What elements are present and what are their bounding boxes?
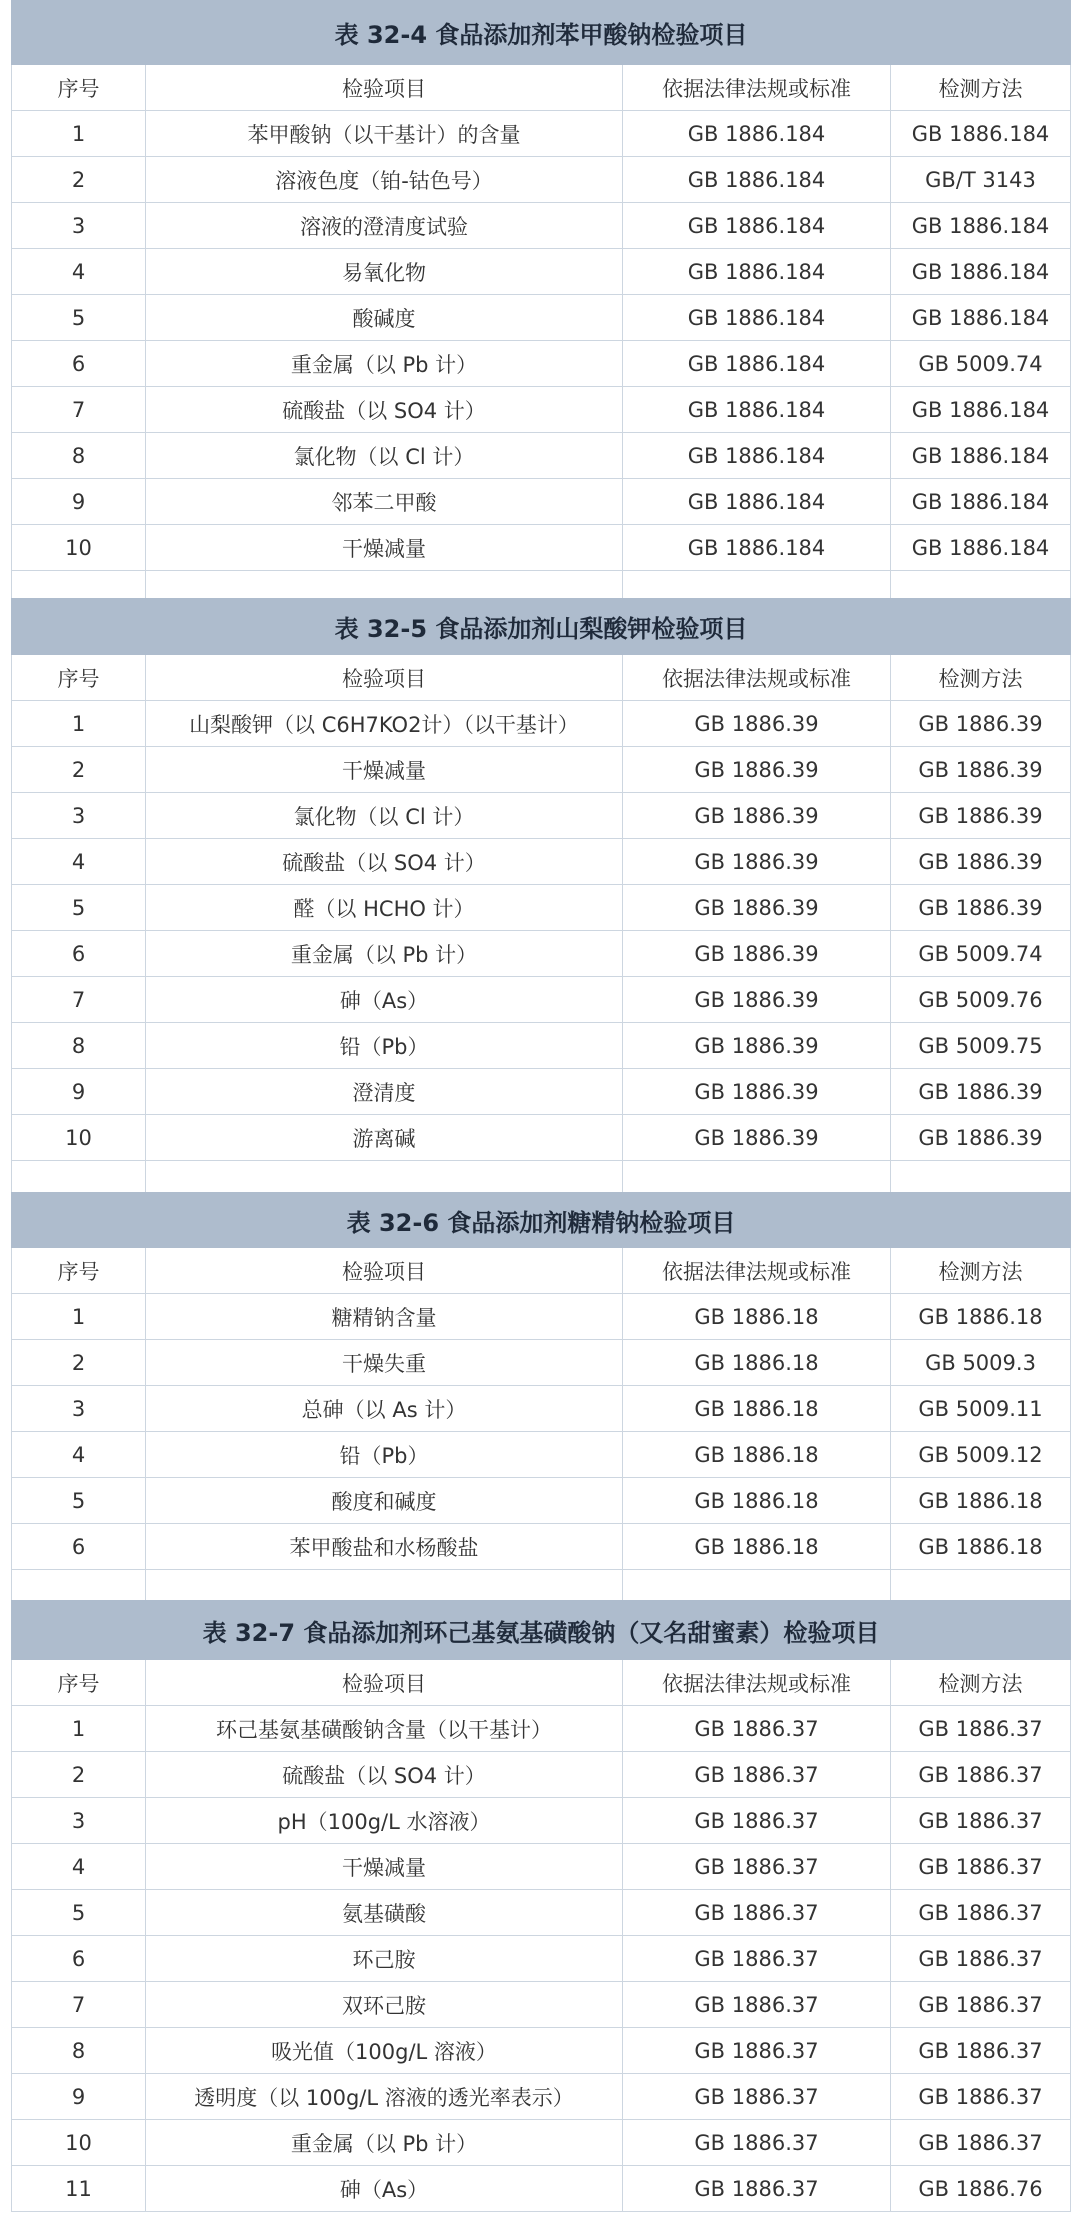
cell-no: 10 [12, 2120, 146, 2166]
cell-method: GB 1886.184 [891, 387, 1071, 433]
table-row [12, 1432, 1071, 1478]
table-row [12, 885, 1071, 931]
cell-standard: GB 1886.39 [623, 1023, 891, 1069]
table-row [12, 1069, 1071, 1115]
cell-standard: GB 1886.37 [623, 1982, 891, 2028]
cell-method: GB 1886.39 [891, 1115, 1071, 1161]
header-cell-no: 序号 [12, 1248, 146, 1294]
header-row [12, 1660, 1071, 1706]
table-row [12, 341, 1071, 387]
cell-no: 4 [12, 1432, 146, 1478]
table-32-6 [11, 1192, 1071, 1601]
table-32-5 [11, 598, 1071, 1193]
cell-item: 砷（As） [146, 2166, 623, 2212]
cell-standard: GB 1886.184 [623, 203, 891, 249]
header-cell-method: 检测方法 [891, 1660, 1071, 1706]
cell-method: GB 1886.184 [891, 249, 1071, 295]
cell-standard: GB 1886.39 [623, 931, 891, 977]
cell-item: 干燥减量 [146, 1844, 623, 1890]
cell-item: 醛（以 HCHO 计） [146, 885, 623, 931]
header-row [12, 1248, 1071, 1294]
cell-item: pH（100g/L 水溶液） [146, 1798, 623, 1844]
cell-no: 5 [12, 1890, 146, 1936]
cell-standard: GB 1886.39 [623, 747, 891, 793]
header-cell-method: 检测方法 [891, 655, 1071, 701]
cell-item: 铅（Pb） [146, 1023, 623, 1069]
header-cell-standard: 依据法律法规或标准 [623, 65, 891, 111]
cell-standard: GB 1886.184 [623, 341, 891, 387]
cell-standard: GB 1886.184 [623, 249, 891, 295]
header-cell-item: 检验项目 [146, 655, 623, 701]
cell-item: 苯甲酸盐和水杨酸盐 [146, 1524, 623, 1570]
cell-method: GB 1886.39 [891, 839, 1071, 885]
cell-method: GB 1886.37 [891, 2120, 1071, 2166]
cell-no: 4 [12, 1844, 146, 1890]
cell-no: 9 [12, 2074, 146, 2120]
cell-item: 砷（As） [146, 977, 623, 1023]
cell-method: GB 5009.12 [891, 1432, 1071, 1478]
table-title-row [12, 599, 1071, 655]
empty-cell [891, 1570, 1071, 1601]
cell-no: 8 [12, 2028, 146, 2074]
header-cell-standard: 依据法律法规或标准 [623, 1660, 891, 1706]
table-row [12, 1982, 1071, 2028]
header-row [12, 65, 1071, 111]
cell-method: GB/T 3143 [891, 157, 1071, 203]
cell-no: 1 [12, 701, 146, 747]
table-row [12, 157, 1071, 203]
table-title: 表 32-4 食品添加剂苯甲酸钠检验项目 [12, 1, 1071, 65]
cell-method: GB 1886.39 [891, 1069, 1071, 1115]
empty-cell [623, 1161, 891, 1193]
cell-item: 环己基氨基磺酸钠含量（以干基计） [146, 1706, 623, 1752]
cell-standard: GB 1886.37 [623, 2166, 891, 2212]
table-title-row [12, 1193, 1071, 1248]
header-cell-standard: 依据法律法规或标准 [623, 655, 891, 701]
empty-cell [891, 1161, 1071, 1193]
cell-standard: GB 1886.184 [623, 525, 891, 571]
cell-method: GB 5009.11 [891, 1386, 1071, 1432]
cell-no: 8 [12, 433, 146, 479]
cell-item: 干燥失重 [146, 1340, 623, 1386]
cell-standard: GB 1886.184 [623, 479, 891, 525]
cell-standard: GB 1886.184 [623, 111, 891, 157]
cell-standard: GB 1886.37 [623, 1798, 891, 1844]
cell-no: 4 [12, 249, 146, 295]
cell-no: 5 [12, 1478, 146, 1524]
cell-method: GB 1886.76 [891, 2166, 1071, 2212]
cell-method: GB 1886.184 [891, 203, 1071, 249]
cell-no: 10 [12, 525, 146, 571]
cell-item: 易氧化物 [146, 249, 623, 295]
cell-no: 1 [12, 1294, 146, 1340]
cell-standard: GB 1886.37 [623, 2074, 891, 2120]
table-row [12, 2120, 1071, 2166]
cell-standard: GB 1886.18 [623, 1478, 891, 1524]
cell-standard: GB 1886.184 [623, 387, 891, 433]
cell-item: 酸碱度 [146, 295, 623, 341]
cell-item: 透明度（以 100g/L 溶液的透光率表示） [146, 2074, 623, 2120]
cell-method: GB 1886.37 [891, 1752, 1071, 1798]
cell-no: 3 [12, 1386, 146, 1432]
cell-method: GB 1886.18 [891, 1478, 1071, 1524]
cell-item: 游离碱 [146, 1115, 623, 1161]
cell-method: GB 1886.184 [891, 111, 1071, 157]
cell-no: 3 [12, 203, 146, 249]
cell-no: 2 [12, 1752, 146, 1798]
cell-standard: GB 1886.37 [623, 2120, 891, 2166]
empty-cell [146, 1570, 623, 1601]
table-row [12, 977, 1071, 1023]
cell-standard: GB 1886.37 [623, 1890, 891, 1936]
cell-no: 4 [12, 839, 146, 885]
header-cell-method: 检测方法 [891, 65, 1071, 111]
table-row [12, 111, 1071, 157]
table-row [12, 1936, 1071, 1982]
cell-method: GB 1886.39 [891, 747, 1071, 793]
empty-cell [12, 1161, 146, 1193]
table-row [12, 1386, 1071, 1432]
cell-no: 2 [12, 1340, 146, 1386]
table-title-row [12, 1601, 1071, 1660]
cell-no: 3 [12, 1798, 146, 1844]
table-row [12, 1524, 1071, 1570]
cell-no: 6 [12, 1936, 146, 1982]
cell-item: 干燥减量 [146, 747, 623, 793]
cell-item: 氯化物（以 Cl 计） [146, 433, 623, 479]
cell-item: 重金属（以 Pb 计） [146, 341, 623, 387]
table-row [12, 793, 1071, 839]
header-cell-item: 检验项目 [146, 65, 623, 111]
cell-method: GB 1886.37 [891, 2028, 1071, 2074]
table-32-7 [11, 1600, 1071, 2212]
cell-method: GB 1886.184 [891, 479, 1071, 525]
cell-standard: GB 1886.39 [623, 793, 891, 839]
table-row [12, 1115, 1071, 1161]
empty-cell [623, 1570, 891, 1601]
table-row [12, 1340, 1071, 1386]
cell-standard: GB 1886.39 [623, 839, 891, 885]
table-title-row [12, 1, 1071, 65]
cell-no: 11 [12, 2166, 146, 2212]
header-cell-standard: 依据法律法规或标准 [623, 1248, 891, 1294]
table-row [12, 203, 1071, 249]
cell-no: 6 [12, 341, 146, 387]
cell-item: 邻苯二甲酸 [146, 479, 623, 525]
cell-method: GB 1886.39 [891, 701, 1071, 747]
cell-standard: GB 1886.18 [623, 1524, 891, 1570]
cell-standard: GB 1886.37 [623, 1844, 891, 1890]
header-row [12, 655, 1071, 701]
cell-no: 1 [12, 111, 146, 157]
table-row [12, 1023, 1071, 1069]
spacer-row [12, 1161, 1071, 1193]
empty-cell [12, 1570, 146, 1601]
cell-standard: GB 1886.184 [623, 157, 891, 203]
cell-no: 2 [12, 157, 146, 203]
table-row [12, 1294, 1071, 1340]
table-row [12, 2028, 1071, 2074]
table-row [12, 525, 1071, 571]
cell-item: 氯化物（以 Cl 计） [146, 793, 623, 839]
cell-method: GB 1886.184 [891, 525, 1071, 571]
cell-standard: GB 1886.18 [623, 1340, 891, 1386]
cell-no: 9 [12, 1069, 146, 1115]
header-cell-no: 序号 [12, 1660, 146, 1706]
cell-method: GB 5009.3 [891, 1340, 1071, 1386]
cell-method: GB 1886.37 [891, 1982, 1071, 2028]
cell-standard: GB 1886.39 [623, 1069, 891, 1115]
table-row [12, 2074, 1071, 2120]
cell-item: 吸光值（100g/L 溶液） [146, 2028, 623, 2074]
table-row [12, 2166, 1071, 2212]
cell-method: GB 1886.18 [891, 1294, 1071, 1340]
cell-method: GB 1886.37 [891, 1890, 1071, 1936]
cell-item: 山梨酸钾（以 C6H7KO2计）（以干基计） [146, 701, 623, 747]
cell-item: 环己胺 [146, 1936, 623, 1982]
cell-no: 7 [12, 387, 146, 433]
table-row [12, 1752, 1071, 1798]
cell-no: 9 [12, 479, 146, 525]
cell-standard: GB 1886.18 [623, 1432, 891, 1478]
cell-method: GB 1886.37 [891, 1798, 1071, 1844]
table-row [12, 701, 1071, 747]
cell-no: 1 [12, 1706, 146, 1752]
table-row [12, 387, 1071, 433]
cell-method: GB 1886.184 [891, 433, 1071, 479]
cell-standard: GB 1886.39 [623, 977, 891, 1023]
header-cell-no: 序号 [12, 65, 146, 111]
cell-item: 干燥减量 [146, 525, 623, 571]
cell-method: GB 1886.39 [891, 793, 1071, 839]
cell-standard: GB 1886.18 [623, 1386, 891, 1432]
table-row [12, 839, 1071, 885]
table-title: 表 32-7 食品添加剂环己基氨基磺酸钠（又名甜蜜素）检验项目 [12, 1601, 1071, 1660]
cell-method: GB 1886.37 [891, 1936, 1071, 1982]
table-row [12, 479, 1071, 525]
cell-item: 重金属（以 Pb 计） [146, 931, 623, 977]
header-cell-no: 序号 [12, 655, 146, 701]
table-row [12, 1844, 1071, 1890]
empty-cell [146, 1161, 623, 1193]
cell-standard: GB 1886.37 [623, 1752, 891, 1798]
table-32-4 [11, 0, 1071, 604]
cell-method: GB 5009.75 [891, 1023, 1071, 1069]
cell-standard: GB 1886.37 [623, 1936, 891, 1982]
table-row [12, 747, 1071, 793]
cell-no: 5 [12, 885, 146, 931]
cell-item: 氨基磺酸 [146, 1890, 623, 1936]
table-row [12, 295, 1071, 341]
cell-no: 7 [12, 1982, 146, 2028]
cell-no: 6 [12, 1524, 146, 1570]
cell-method: GB 1886.37 [891, 1706, 1071, 1752]
cell-standard: GB 1886.184 [623, 295, 891, 341]
table-row [12, 1478, 1071, 1524]
cell-method: GB 1886.18 [891, 1524, 1071, 1570]
cell-method: GB 1886.184 [891, 295, 1071, 341]
cell-item: 酸度和碱度 [146, 1478, 623, 1524]
cell-no: 2 [12, 747, 146, 793]
cell-item: 双环己胺 [146, 1982, 623, 2028]
spacer-row [12, 1570, 1071, 1601]
cell-method: GB 5009.74 [891, 931, 1071, 977]
table-row [12, 1706, 1071, 1752]
table-row [12, 931, 1071, 977]
header-cell-item: 检验项目 [146, 1660, 623, 1706]
cell-method: GB 5009.76 [891, 977, 1071, 1023]
table-title: 表 32-5 食品添加剂山梨酸钾检验项目 [12, 599, 1071, 655]
cell-method: GB 1886.37 [891, 1844, 1071, 1890]
header-cell-method: 检测方法 [891, 1248, 1071, 1294]
cell-item: 溶液色度（铂-钴色号） [146, 157, 623, 203]
cell-item: 糖精钠含量 [146, 1294, 623, 1340]
cell-item: 铅（Pb） [146, 1432, 623, 1478]
table-title: 表 32-6 食品添加剂糖精钠检验项目 [12, 1193, 1071, 1248]
cell-item: 硫酸盐（以 SO4 计） [146, 1752, 623, 1798]
cell-no: 3 [12, 793, 146, 839]
cell-standard: GB 1886.37 [623, 1706, 891, 1752]
cell-item: 溶液的澄清度试验 [146, 203, 623, 249]
cell-standard: GB 1886.184 [623, 433, 891, 479]
cell-no: 6 [12, 931, 146, 977]
table-row [12, 1798, 1071, 1844]
cell-no: 5 [12, 295, 146, 341]
cell-standard: GB 1886.37 [623, 2028, 891, 2074]
cell-standard: GB 1886.39 [623, 1115, 891, 1161]
cell-item: 苯甲酸钠（以干基计）的含量 [146, 111, 623, 157]
cell-item: 澄清度 [146, 1069, 623, 1115]
cell-item: 总砷（以 As 计） [146, 1386, 623, 1432]
cell-standard: GB 1886.39 [623, 885, 891, 931]
table-row [12, 249, 1071, 295]
cell-item: 重金属（以 Pb 计） [146, 2120, 623, 2166]
cell-item: 硫酸盐（以 SO4 计） [146, 839, 623, 885]
cell-no: 8 [12, 1023, 146, 1069]
cell-item: 硫酸盐（以 SO4 计） [146, 387, 623, 433]
cell-no: 7 [12, 977, 146, 1023]
table-row [12, 1890, 1071, 1936]
table-row [12, 433, 1071, 479]
cell-no: 10 [12, 1115, 146, 1161]
cell-method: GB 1886.37 [891, 2074, 1071, 2120]
header-cell-item: 检验项目 [146, 1248, 623, 1294]
cell-method: GB 5009.74 [891, 341, 1071, 387]
cell-standard: GB 1886.18 [623, 1294, 891, 1340]
cell-method: GB 1886.39 [891, 885, 1071, 931]
cell-standard: GB 1886.39 [623, 701, 891, 747]
